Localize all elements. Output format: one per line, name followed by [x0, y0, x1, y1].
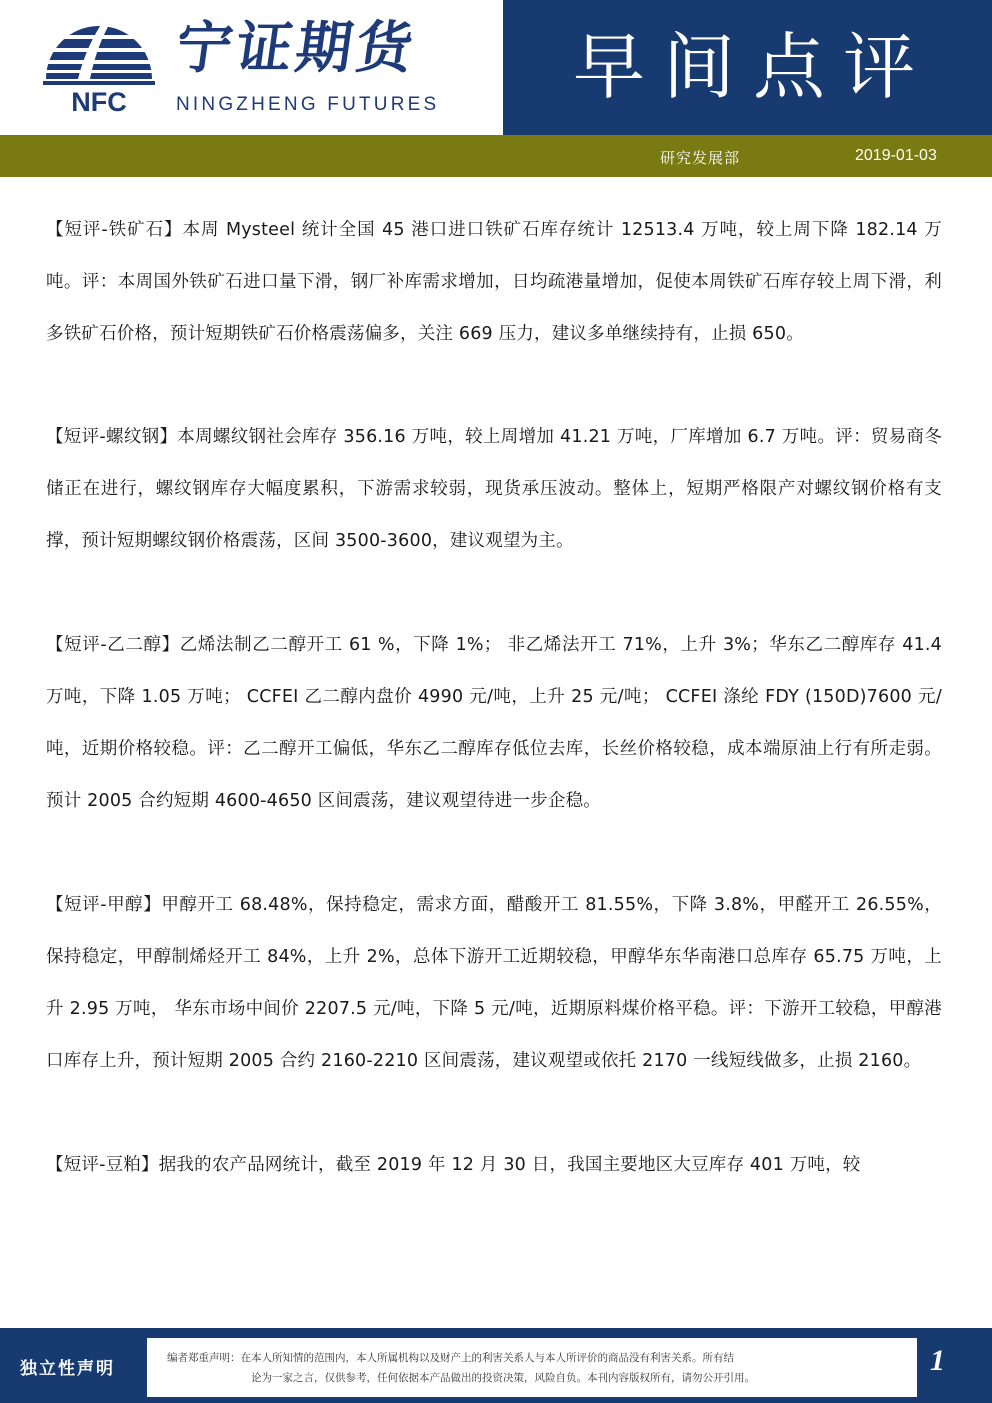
commentary-methanol — [46, 879, 942, 1087]
brand-name-cn: 宁证期货 — [171, 15, 421, 81]
title-panel — [503, 0, 992, 135]
commentary-tag: 【短评-乙二醇】 — [46, 635, 180, 655]
commentary-ethylene-glycol — [46, 619, 942, 827]
report-date: 2019-01-03 — [855, 147, 937, 164]
commentary-rebar — [46, 411, 942, 567]
info-band — [0, 135, 992, 177]
commentary-text: 本周 Mysteel 统计全国 45 港口进口铁矿石库存统计 12513.4 万吨，较上周下降 182.14 万吨。评：本周国外铁矿石进口量下滑，钢厂补库需求增加，日均疏港量增加，促使本周铁矿石库存较上周下滑，利多铁矿石价格，预计短期铁矿石价格震荡偏多，关注 669 压力，建议多单继续持有，止损 650。 — [46, 220, 942, 344]
commentary-tag: 【短评-甲醇】 — [46, 895, 162, 915]
commentary-iron-ore — [46, 204, 942, 360]
commentary-text: 据我的农产品网统计，截至 2019 年 12 月 30 日，我国主要地区大豆库存 401 万吨，较 — [158, 1155, 861, 1175]
logo-area — [0, 0, 503, 135]
commentary-soybean-meal — [46, 1139, 942, 1191]
disclaimer-text — [167, 1348, 887, 1388]
commentary-text: 乙烯法制乙二醇开工 61 %，下降 1%； 非乙烯法开工 71%，上升 3%；华东乙二醇库存 41.4 万吨，下降 1.05 万吨； CCFEI 乙二醇内盘价 4990 元/吨，上升 25 元/吨； CCFEI 涤纶 FDY (150D)7600 元/吨，近期价格较稳。评：乙二醇开工偏低，华东乙二醇库存低位去库，长丝价格较稳，成本端原油上行有所走弱。预计 2005 合约短期 4600-4650 区间震荡，建议观望待进一步企稳。 — [46, 635, 942, 811]
commentary-text: 本周螺纹钢社会库存 356.16 万吨，较上周增加 41.21 万吨，厂库增加 6.7 万吨。评：贸易商冬储正在进行，螺纹钢库存大幅度累积，下游需求较弱，现货承压波动。整体上，短期严格限产对螺纹钢价格有支撑，预计短期螺纹钢价格震荡，区间 3500-3600，建议观望为主。 — [46, 427, 942, 551]
report-body — [46, 204, 942, 1243]
department-label: 研究发展部 — [660, 149, 741, 167]
commentary-tag: 【短评-铁矿石】 — [46, 220, 183, 240]
nfc-logo-icon — [40, 15, 158, 115]
page-number: 1 — [930, 1344, 945, 1377]
disclaimer-line-1: 编者郑重声明：在本人所知情的范围内，本人所属机构以及财产上的利害关系人与本人所评价的商品没有利害关系。所有结 — [167, 1352, 734, 1364]
page-footer — [0, 1328, 992, 1403]
commentary-tag: 【短评-豆粕】 — [46, 1155, 159, 1175]
commentary-text: 甲醇开工 68.48%，保持稳定，需求方面，醋酸开工 81.55%，下降 3.8%，甲醛开工 26.55%，保持稳定，甲醇制烯烃开工 84%，上升 2%，总体下游开工近期较稳，甲醇华东华南港口总库存 65.75 万吨，上升 2.95 万吨， 华东市场中间价 2207.5 元/吨，下降 5 元/吨，近期原料煤价格平稳。评：下游开工较稳，甲醇港口库存上升，预计短期 2005 合约 2160-2210 区间震荡，建议观望或依托 2170 一线短线做多，止损 2160。 — [46, 895, 942, 1071]
disclaimer-line-2: 论为一家之言，仅供参考，任何依据本产品做出的投资决策，风险自负。本刊内容版权所有，请勿公开引用。 — [251, 1372, 755, 1384]
page-title: 早间点评 — [573, 25, 934, 109]
commentary-tag: 【短评-螺纹钢】 — [46, 427, 178, 447]
disclaimer-box — [147, 1338, 917, 1397]
logo-abbr: NFC — [71, 87, 127, 115]
page-header — [0, 0, 992, 135]
independence-statement-label: 独立性声明 — [20, 1359, 115, 1379]
brand-name-en: NINGZHENG FUTURES — [176, 94, 440, 115]
